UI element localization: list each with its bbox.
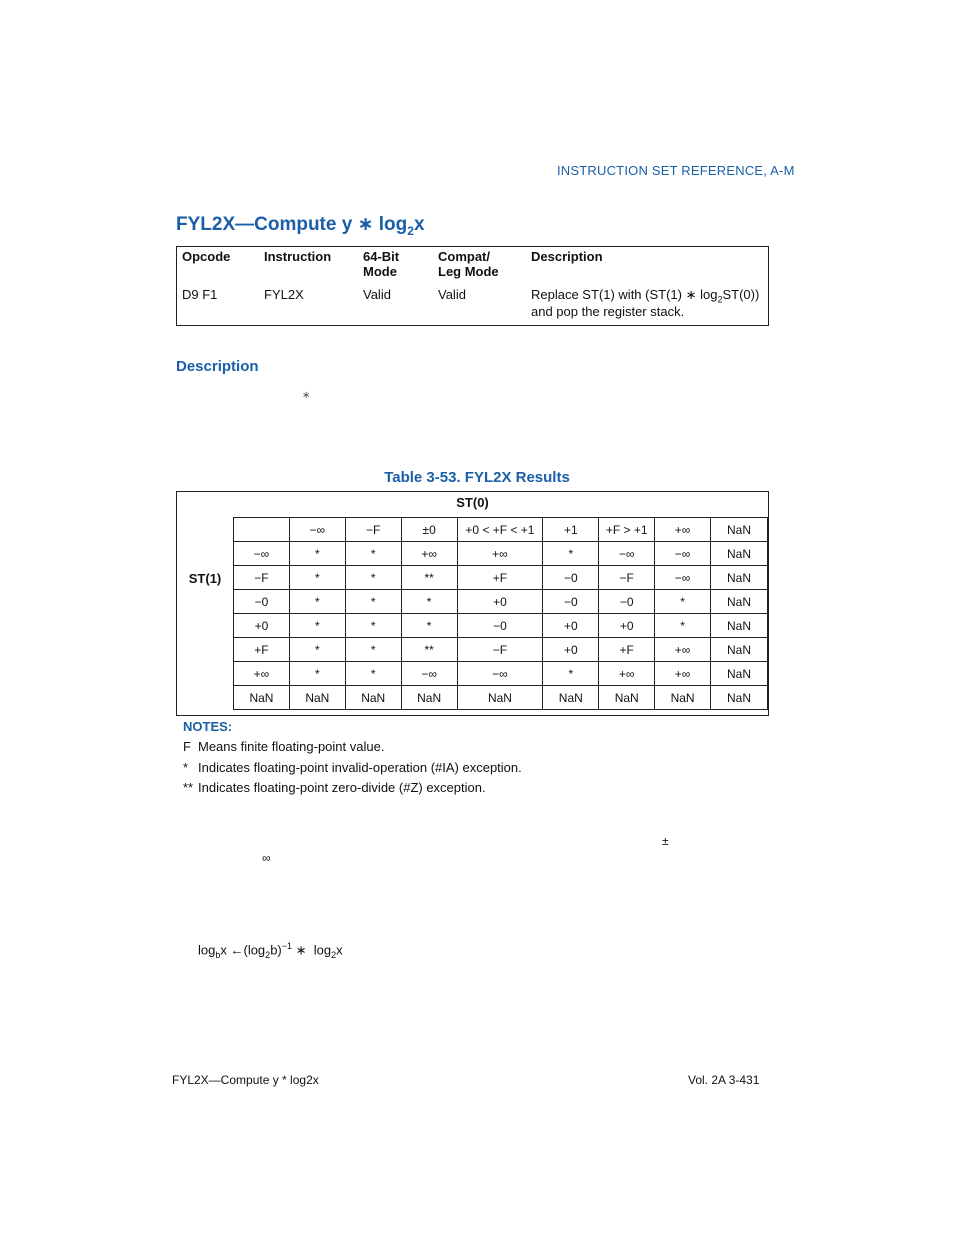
table-cell: −0 [457,614,543,638]
results-grid [233,517,768,710]
table-cell: −∞ [599,542,655,566]
row-header: −∞ [234,542,290,566]
table-row [234,542,768,566]
plus-minus-symbol: ± [662,834,669,848]
table-cell: −0 [543,590,599,614]
table-cell: −∞ [401,662,457,686]
table-cell: * [289,638,345,662]
table-cell: ** [401,566,457,590]
footer-page-number: Vol. 2A 3-431 [688,1073,760,1087]
table-cell: NaN [655,686,711,710]
table-row [234,662,768,686]
table-cell: NaN [711,662,768,686]
table-cell: * [655,590,711,614]
table-cell: −0 [543,566,599,590]
table-cell: NaN [711,566,768,590]
table-cell: * [289,542,345,566]
table-cell: * [289,614,345,638]
mode64-value: Valid [363,287,391,302]
formula-sub: 2 [331,949,337,960]
st1-label: ST(1) [188,571,222,586]
table-cell: −∞ [655,566,711,590]
note-key: * [183,760,189,775]
table-row [234,590,768,614]
table-cell: −0 [599,590,655,614]
note-text: Indicates floating-point invalid-operation (#IA) exception. [198,760,522,775]
table-cell: +∞ [457,542,543,566]
table-cell: * [345,590,401,614]
description-part-b: ST(0)) [722,287,760,302]
formula-part: x ←(log [220,942,266,958]
footer-title: FYL2X—Compute y * log2x [172,1073,319,1087]
opcode-table [176,246,769,326]
table-row [234,566,768,590]
column-header: ±0 [401,518,457,542]
table-cell: NaN [711,686,768,710]
title-main: FYL2X—Compute y ∗ log [176,214,408,235]
infinity-symbol: ∞ [262,851,271,865]
formula-part: ∗ log [292,942,332,958]
table-cell: −F [599,566,655,590]
row-header: +∞ [234,662,290,686]
compat-value: Valid [438,287,466,302]
table-cell: +∞ [401,542,457,566]
table-cell: +F [599,638,655,662]
row-header: −F [234,566,290,590]
instruction-header: Instruction [264,249,332,264]
row-header: NaN [234,686,290,710]
results-table [176,491,769,716]
table-cell: −F [457,638,543,662]
column-header: +∞ [655,518,711,542]
description-subscript: 2 [717,294,723,305]
column-header [234,518,290,542]
title-tail: x [413,214,425,235]
table-cell: NaN [711,590,768,614]
notes-heading: NOTES: [183,719,233,734]
table-cell: +0 [543,614,599,638]
table-cell: * [543,542,599,566]
column-header: −∞ [289,518,345,542]
table-cell: NaN [711,638,768,662]
header-row [234,518,768,542]
table-cell: * [345,638,401,662]
table-cell: * [289,566,345,590]
table-cell: +0 [599,614,655,638]
table-cell: ** [401,638,457,662]
table-row [234,614,768,638]
description-line2: and pop the register stack. [531,304,685,319]
column-header: −F [345,518,401,542]
table-caption: Table 3-53. FYL2X Results [384,469,570,486]
table-cell: * [289,590,345,614]
multiply-symbol: ∗ [302,390,311,401]
table-cell: * [401,590,457,614]
table-cell: NaN [711,614,768,638]
description-heading: Description [176,358,259,375]
title-subscript: 2 [407,223,414,238]
st0-label: ST(0) [456,495,489,510]
row-header: +F [234,638,290,662]
table-cell: +∞ [655,662,711,686]
table-cell: * [345,566,401,590]
table-cell: −∞ [457,662,543,686]
opcode-header: Opcode [182,249,231,264]
mode64-header: 64-Bit Mode [363,249,400,279]
compat-header: Compat/ Leg Mode [438,249,499,279]
table-cell: * [543,662,599,686]
table-cell: NaN [401,686,457,710]
note-text: Indicates floating-point zero-divide (#Z) exception. [198,780,486,795]
formula-part: log [198,942,216,958]
table-cell: NaN [711,542,768,566]
table-cell: +0 [543,638,599,662]
opcode-value: D9 F1 [182,287,218,302]
table-row [234,638,768,662]
table-cell: NaN [543,686,599,710]
note-key: F [183,739,191,754]
table-cell: NaN [599,686,655,710]
table-cell: +F [457,566,543,590]
formula-part: b) [270,942,282,958]
column-header: NaN [711,518,768,542]
table-cell: NaN [289,686,345,710]
table-cell: +∞ [599,662,655,686]
formula-sub: b [215,949,221,960]
table-cell: * [401,614,457,638]
running-header: INSTRUCTION SET REFERENCE, A-M [557,163,795,178]
description-part-a: Replace ST(1) with (ST(1) ∗ log [531,287,718,302]
page-title [176,213,425,238]
table-cell: * [289,662,345,686]
table-cell: NaN [457,686,543,710]
column-header: +1 [543,518,599,542]
description-header: Description [531,249,603,264]
log-conversion-formula [198,941,343,960]
table-cell: * [345,542,401,566]
column-header: +F > +1 [599,518,655,542]
table-cell: +0 [457,590,543,614]
row-header: −0 [234,590,290,614]
row-header: +0 [234,614,290,638]
formula-sub: 2 [265,949,271,960]
instruction-value: FYL2X [264,287,304,302]
formula-part: x [336,942,343,958]
table-cell: * [345,614,401,638]
table-row [234,686,768,710]
note-text: Means finite floating-point value. [198,739,385,754]
note-key: ** [183,780,194,795]
table-cell: * [345,662,401,686]
table-cell: +∞ [655,638,711,662]
table-cell: NaN [345,686,401,710]
table-cell: −∞ [655,542,711,566]
formula-sup: −1 [281,941,293,951]
table-cell: * [655,614,711,638]
column-header: +0 < +F < +1 [457,518,543,542]
